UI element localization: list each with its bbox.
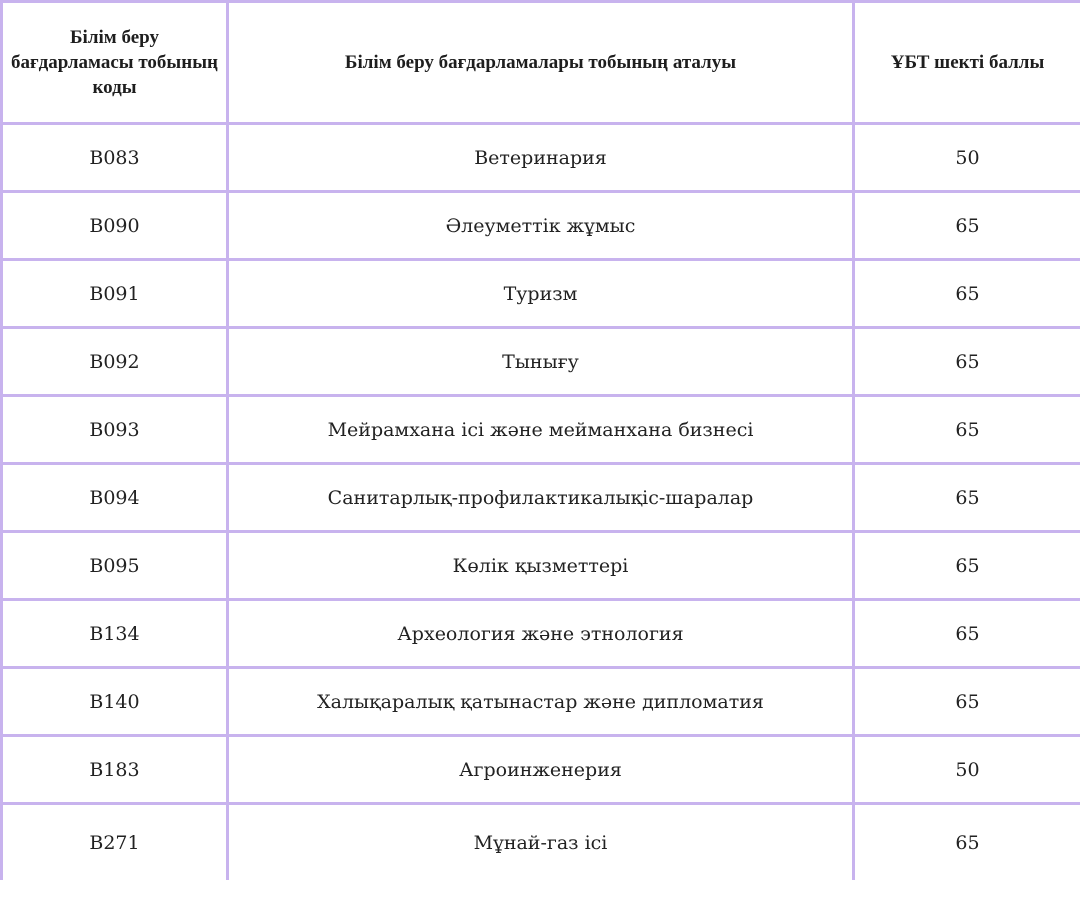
table-row <box>2 804 1080 881</box>
table-row <box>2 124 1080 192</box>
header-name: Білім беру бағдарламалары тобының аталуы <box>228 2 854 124</box>
cell-name: Ветеринария <box>228 124 854 192</box>
table-row <box>2 464 1080 532</box>
table-header-row <box>2 2 1080 124</box>
cell-name: Көлік қызметтері <box>228 532 854 600</box>
cell-score: 50 <box>854 736 1080 804</box>
cell-score: 65 <box>854 396 1080 464</box>
table-row <box>2 600 1080 668</box>
cell-name: Мұнай-газ ісі <box>228 804 854 881</box>
header-score: ҰБТ шекті баллы <box>854 2 1080 124</box>
cell-score: 65 <box>854 600 1080 668</box>
cell-code: B271 <box>2 804 228 881</box>
cell-name: Әлеуметтік жұмыс <box>228 192 854 260</box>
cell-score: 65 <box>854 328 1080 396</box>
cell-code: B083 <box>2 124 228 192</box>
cell-score: 65 <box>854 192 1080 260</box>
table-row <box>2 736 1080 804</box>
cell-name: Археология және этнология <box>228 600 854 668</box>
cell-score: 50 <box>854 124 1080 192</box>
cell-name: Санитарлық-профилактикалықіс-шаралар <box>228 464 854 532</box>
cell-name: Мейрамхана ісі және мейманхана бизнесі <box>228 396 854 464</box>
header-code: Білім беру бағдарламасы тобының коды <box>2 2 228 124</box>
cell-name: Халықаралық қатынастар және дипломатия <box>228 668 854 736</box>
table-row <box>2 668 1080 736</box>
cell-code: B183 <box>2 736 228 804</box>
cell-score: 65 <box>854 464 1080 532</box>
cell-code: B140 <box>2 668 228 736</box>
cell-code: B134 <box>2 600 228 668</box>
table-row <box>2 328 1080 396</box>
cell-score: 65 <box>854 260 1080 328</box>
cell-score: 65 <box>854 532 1080 600</box>
cell-code: B091 <box>2 260 228 328</box>
cell-score: 65 <box>854 804 1080 881</box>
table-row <box>2 396 1080 464</box>
cell-code: B090 <box>2 192 228 260</box>
cell-name: Туризм <box>228 260 854 328</box>
cell-code: B095 <box>2 532 228 600</box>
table-row <box>2 192 1080 260</box>
cell-code: B093 <box>2 396 228 464</box>
table-row <box>2 260 1080 328</box>
cell-code: B094 <box>2 464 228 532</box>
table-row <box>2 532 1080 600</box>
cell-score: 65 <box>854 668 1080 736</box>
cell-name: Тынығу <box>228 328 854 396</box>
cell-name: Агроинженерия <box>228 736 854 804</box>
cell-code: B092 <box>2 328 228 396</box>
